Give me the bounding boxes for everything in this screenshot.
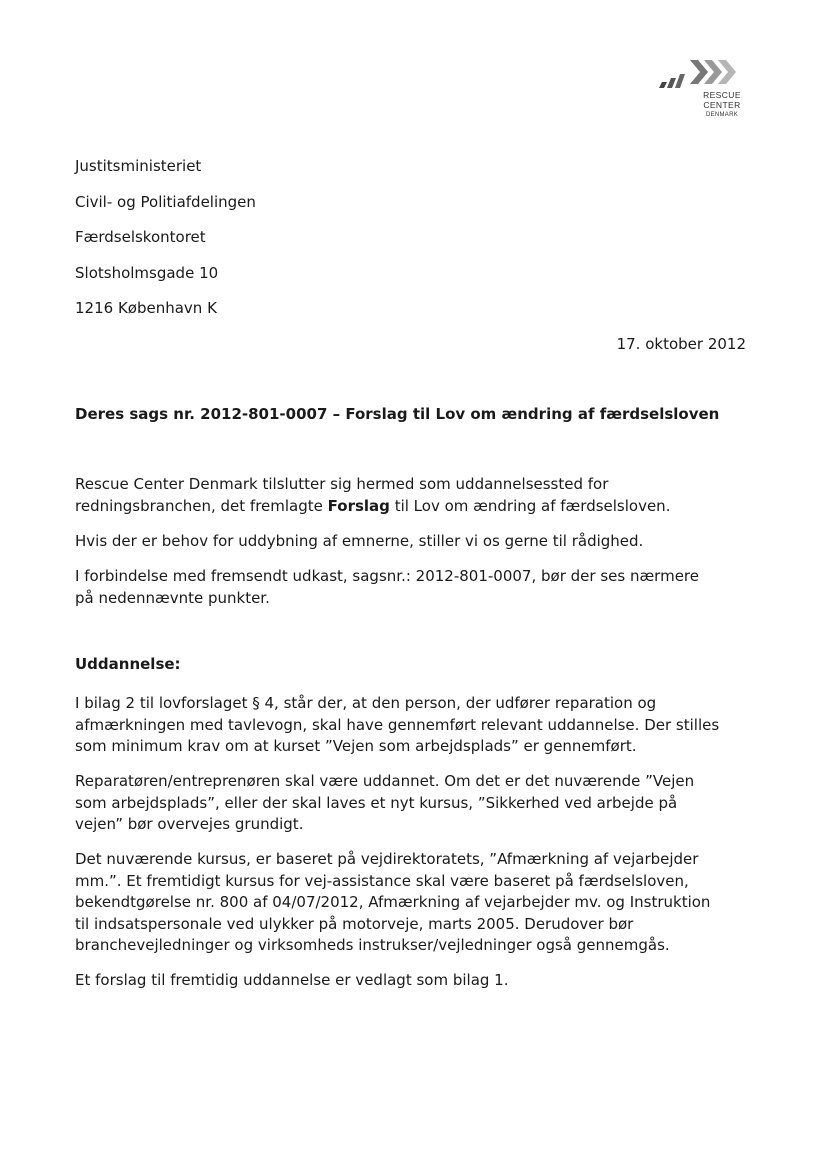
text-line: I forbindelse med fremsendt udkast, sagsnr.: 2012-801-0007, bør der ses nærmere [75, 567, 699, 585]
text-line: Rescue Center Denmark tilslutter sig hermed som uddannelsessted for [75, 475, 609, 493]
recipient-line: 1216 København K [75, 299, 217, 317]
recipient-line: Slotsholmsgade 10 [75, 264, 219, 282]
recipient-line: Civil- og Politiafdelingen [75, 193, 256, 211]
text-line: afmærkningen med tavlevogn, skal have gennemført relevant uddannelse. Der stilles [75, 715, 720, 734]
intro-paragraph-3 [75, 566, 755, 609]
rescue-center-logo [654, 52, 754, 124]
text-line: branchevejledninger og virksomheds instrukser/vejledninger også gennemgås. [75, 936, 670, 954]
section-paragraph-2 [75, 771, 755, 836]
recipient-line: Justitsministeriet [75, 157, 202, 175]
logo-text-denmark: DENMARK [705, 112, 739, 118]
text-line: vejen” bør overvejes grundigt. [75, 815, 304, 833]
text-line: bekendtgørelse nr. 800 af 04/07/2012, Afmærkning af vejarbejder mv. og Instruktion [75, 893, 711, 911]
text-line: på nedennævnte punkter. [75, 588, 270, 607]
text-line: Hvis der er behov for uddybning af emnerne, stiller vi os gerne til rådighed. [75, 532, 644, 550]
text-span: til Lov om ændring af færdselsloven. [389, 496, 671, 515]
text-line: mm.”. Et fremtidigt kursus for vej-assistance skal være baseret på færdselsloven, [75, 871, 689, 890]
section-paragraph-1 [75, 693, 755, 758]
chevron-arrows-icon [654, 52, 754, 92]
text-line: som minimum krav om at kurset ”Vejen som arbejdsplads” er gennemført. [75, 737, 637, 755]
text-line: Det nuværende kursus, er baseret på vejdirektoratets, ”Afmærkning af vejarbejder [75, 850, 699, 868]
intro-paragraph-1 [75, 474, 755, 517]
bold-forslag: Forslag [327, 496, 390, 515]
text-line [75, 496, 755, 518]
text-span: redningsbranchen, det fremlagte [75, 496, 328, 515]
logo-text-rescue: RESCUE [703, 90, 741, 100]
text-line: Reparatøren/entreprenøren skal være uddannet. Om det er det nuværende ”Vejen [75, 772, 695, 790]
text-line: I bilag 2 til lovforslaget § 4, står der, at den person, der udfører reparation og [75, 694, 657, 712]
text-line: til indsatspersonale ved ulykker på motorveje, marts 2005. Derudover bør [75, 914, 634, 933]
letter-subject: Deres sags nr. 2012-801-0007 – Forslag til Lov om ændring af færdselsloven [75, 405, 720, 423]
section-heading-uddannelse: Uddannelse: [75, 655, 181, 673]
letter-date: 17. oktober 2012 [616, 335, 746, 353]
text-line: som arbejdsplads”, eller der skal laves et nyt kursus, ”Sikkerhed ved arbejde på [75, 793, 678, 812]
intro-paragraph-2 [75, 531, 755, 553]
recipient-line: Færdselskontoret [75, 228, 206, 246]
section-paragraph-4 [75, 970, 755, 992]
logo-text-center: CENTER [703, 100, 741, 110]
section-paragraph-3 [75, 849, 755, 957]
text-line: Et forslag til fremtidig uddannelse er vedlagt som bilag 1. [75, 971, 509, 989]
